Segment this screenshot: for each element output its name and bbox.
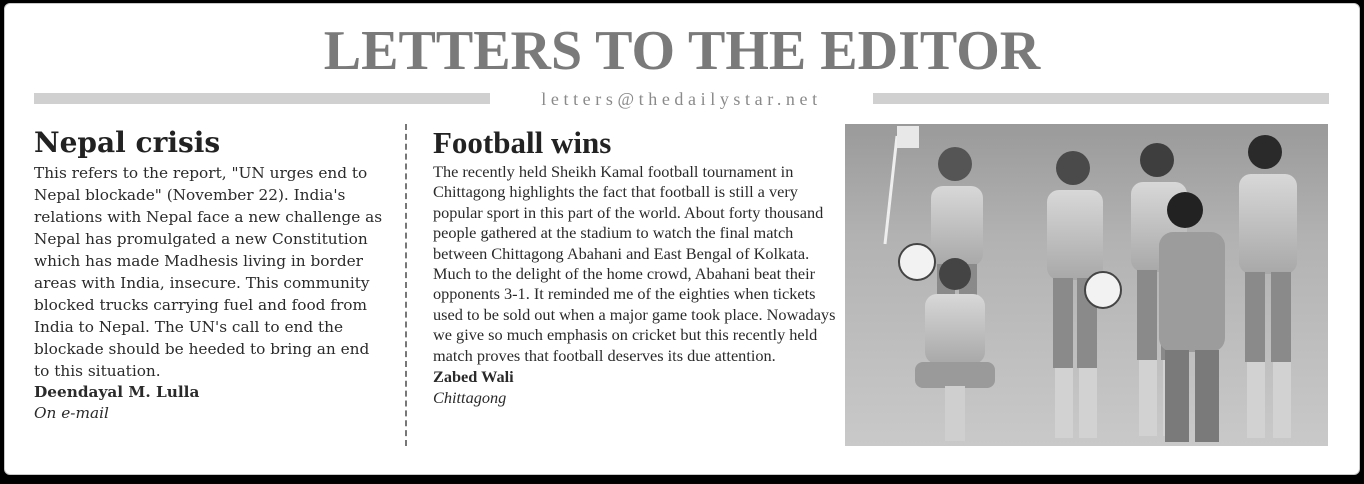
editor-email[interactable]: letters@thedailystar.net	[541, 89, 822, 109]
letter-nepal-crisis	[34, 124, 384, 424]
header-rule-right	[873, 93, 1329, 104]
letter-author: Deendayal M. Lulla	[34, 383, 200, 401]
header-rule-left	[34, 93, 490, 104]
letter-body: The recently held Sheikh Kamal football tournament in Chittagong highlights the fact that football is still a very popular sport in this part of the world. About forty thousand people gathered at the stadium to watch the final match between Chittagong Abahani and East Bengal of Kolkata. Much to the delight of the home crowd, Abahani beat their opponents 3-1. It reminded me of the eighties when tickets used to be sold out when a major game took place. Nowadays we give so much emphasis on cricket but this recently held match proves that football deserves its due attention.	[433, 162, 836, 365]
letter-football-wins	[433, 124, 838, 408]
letters-page	[4, 3, 1360, 475]
football-players-photo	[845, 124, 1328, 446]
letter-headline: Football wins	[433, 125, 612, 160]
column-divider	[405, 124, 407, 446]
letter-headline: Nepal crisis	[34, 126, 221, 159]
letter-source: On e-mail	[34, 404, 109, 422]
letter-author: Zabed Wali	[433, 367, 514, 387]
section-title: LETTERS TO THE EDITOR	[323, 20, 1041, 82]
letter-source: Chittagong	[433, 388, 507, 408]
letter-body: This refers to the report, "UN urges end to Nepal blockade" (November 22). India's relations with Nepal face a new challenge as Nepal has promulgated a new Constitution which has made Madhesis living in border areas with India, insecure. This community blocked trucks carrying fuel and food from India to Nepal. The UN's call to end the blockade should be heeded to bring an end to this situation.	[34, 164, 383, 380]
